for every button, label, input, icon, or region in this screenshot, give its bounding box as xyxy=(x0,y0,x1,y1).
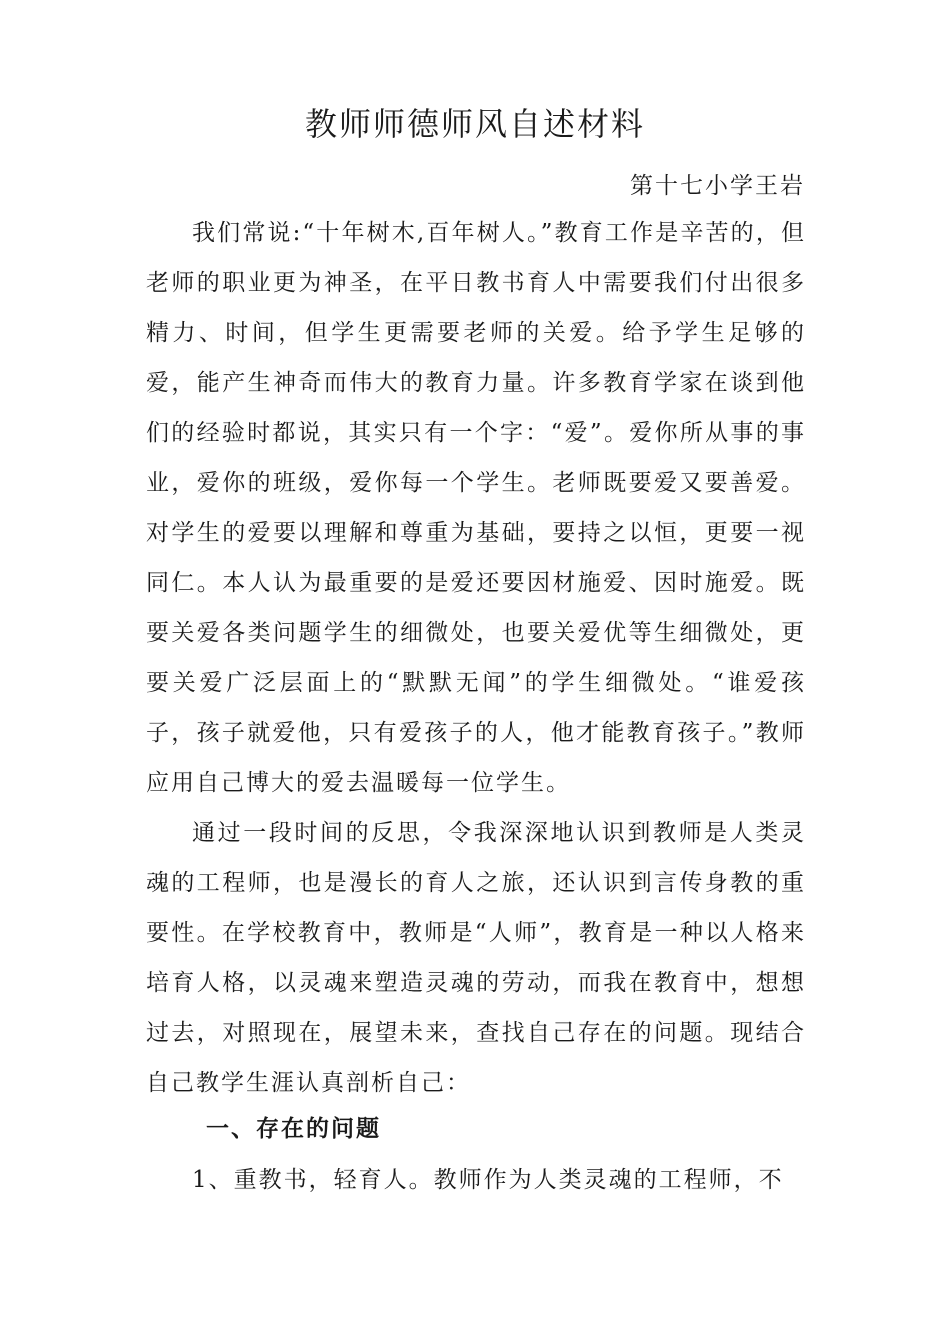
paragraph-2: 通过一段时间的反思，令我深深地认识到教师是人类灵魂的工程师，也是漫长的育人之旅，还认识到言传身教的重要性。在学校教育中，教师是“人师”，教育是一种以人格来培育人格，以灵魂来塑造灵魂的劳动，而我在教育中，想想过去，对照现在，展望未来，查找自己存在的问题。现结合自己教学生涯认真剖析自己： xyxy=(146,820,806,1096)
paragraph-1: 我们常说:“十年树木,百年树人。”教育工作是辛苦的，但老师的职业更为神圣，在平日教书育人中需要我们付出很多精力、时间，但学生更需要老师的关爱。给予学生足够的爱，能产生神奇而伟大的教育力量。许多教育学家在谈到他们的经验时都说，其实只有一个字：“爱”。爱你所从事的事业，爱你的班级，爱你每一个学生。老师既要爱又要善爱。对学生的爱要以理解和尊重为基础，要持之以恒，更要一视同仁。本人认为最重要的是爱还要因材施爱、因时施爱。既要关爱各类问题学生的细微处，也要关爱优等生细微处，更要关爱广泛层面上的“默默无闻”的学生细微处。“谁爱孩子，孩子就爱他，只有爱孩子的人，他才能教育孩子。”教师应用自己博大的爱去温暖每一位学生。 xyxy=(146,220,806,796)
author-line: 第十七小学王岩 xyxy=(630,173,805,199)
section-heading: 一、存在的问题 xyxy=(206,1116,381,1142)
list-item-1: 1、重教书，轻育人。教师作为人类灵魂的工程师，不 xyxy=(192,1167,784,1193)
document-title: 教师师德师风自述材料 xyxy=(304,105,645,143)
